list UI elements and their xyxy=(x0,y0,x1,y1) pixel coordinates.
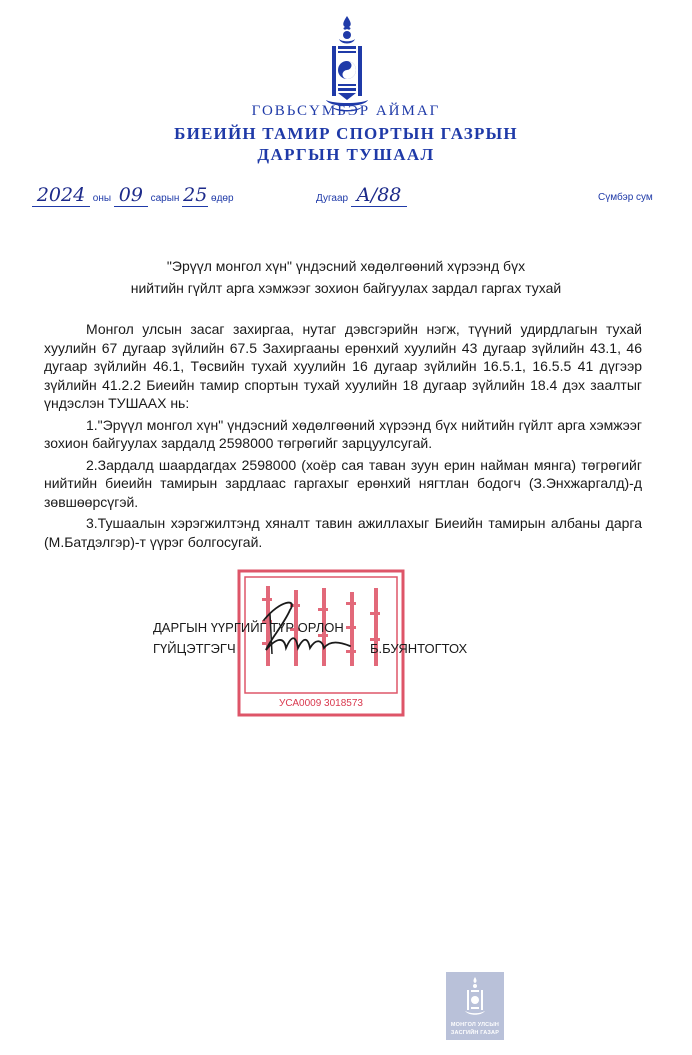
number-value: А/88 xyxy=(351,184,407,207)
date-field xyxy=(32,184,234,207)
title-line-1: "Эрүүл монгол хүн" үндэсний хөдөлгөөний хүрээнд бүх xyxy=(166,258,526,274)
agency-name: БИЕИЙН ТАМИР СПОРТЫН ГАЗРЫН xyxy=(174,124,518,143)
preamble-paragraph: Монгол улсын засаг захиргаа, нутаг дэвсгэрийн нэгж, түүний удирдлагын тухай хуулийн 67 дугаар зүйлийн 67.5 Захиргааны ерөнхий хуулийн 43 дугаар зүйлийн 43.1, 46 дугаар зүйлийн 46.1, Төсвийн тухай хуулийн 16 дугаар зүйлийн 16.5.1, 16.5.5 41 дүгээр зүйлийн 41.2.2 Биеийн тамир спортын тухай хуулийн 18 дугаар зүйлийн 18.4 дэх заалтыг үндэслэн ТУШААХ нь: xyxy=(44,321,642,411)
order-item-2: 2.Зардалд шаардагдах 2598000 (хоёр сая таван зуун ерин найман мянга) төгрөгийг нийтийн биеийн тамирын зардлаас гаргахыг ерөнхий нягтлан бодогч (З.Энхжаргалд)-д зөвшөөрсүгэй. xyxy=(44,456,642,510)
handwritten-signature xyxy=(250,590,360,670)
month-suffix: сарын xyxy=(150,193,180,204)
year-suffix: оны xyxy=(92,193,112,204)
month-value: 09 xyxy=(114,184,148,207)
day-suffix: өдөр xyxy=(211,193,234,204)
number-label: Дугаар xyxy=(316,193,349,204)
order-item-1: 1."Эрүүл монгол хүн" үндэсний хөдөлгөөний хүрээнд бүх нийтийн гүйлт арга хэмжээг зохион байгуулах зардалд 2598000 төгрөгийг зарцуулсугай. xyxy=(44,416,642,451)
document-body xyxy=(44,320,642,551)
signer-position-line-1: ДАРГЫН ҮҮРГИЙГ ТҮР ОРЛОН xyxy=(153,620,344,635)
signer-position-line-2: ГҮЙЦЭТГЭГЧ xyxy=(153,641,236,656)
document-type: ДАРГЫН ТУШААЛ xyxy=(257,145,435,164)
gov-logo-line-2: ЗАСГИЙН ГАЗАР xyxy=(450,1030,500,1036)
title-line-2: нийтийн гүйлт арга хэмжээг зохион байгуулах зардал гаргах тухай xyxy=(130,280,562,296)
place-name: Сүмбэр сум xyxy=(598,192,653,203)
year-value: 2024 xyxy=(32,184,90,207)
stamp-code: УСА0009 3018573 xyxy=(279,698,363,709)
soyombo-emblem-icon xyxy=(463,976,487,1016)
gov-logo-line-1: МОНГОЛ УЛСЫН xyxy=(450,1022,500,1028)
day-value: 25 xyxy=(183,184,208,206)
province-name: ГОВЬСҮМБЭР АЙМАГ xyxy=(251,103,441,119)
order-item-3: 3.Тушаалын хэрэгжилтэнд хяналт тавин ажиллахыг Биеийн тамирын албаны дарга (М.Батдэлгэр)-т үүрэг болгосугай. xyxy=(44,515,642,550)
signer-name: Б.БУЯНТОГТОХ xyxy=(370,641,468,656)
soyombo-emblem-icon xyxy=(318,14,376,114)
number-field xyxy=(316,184,407,207)
